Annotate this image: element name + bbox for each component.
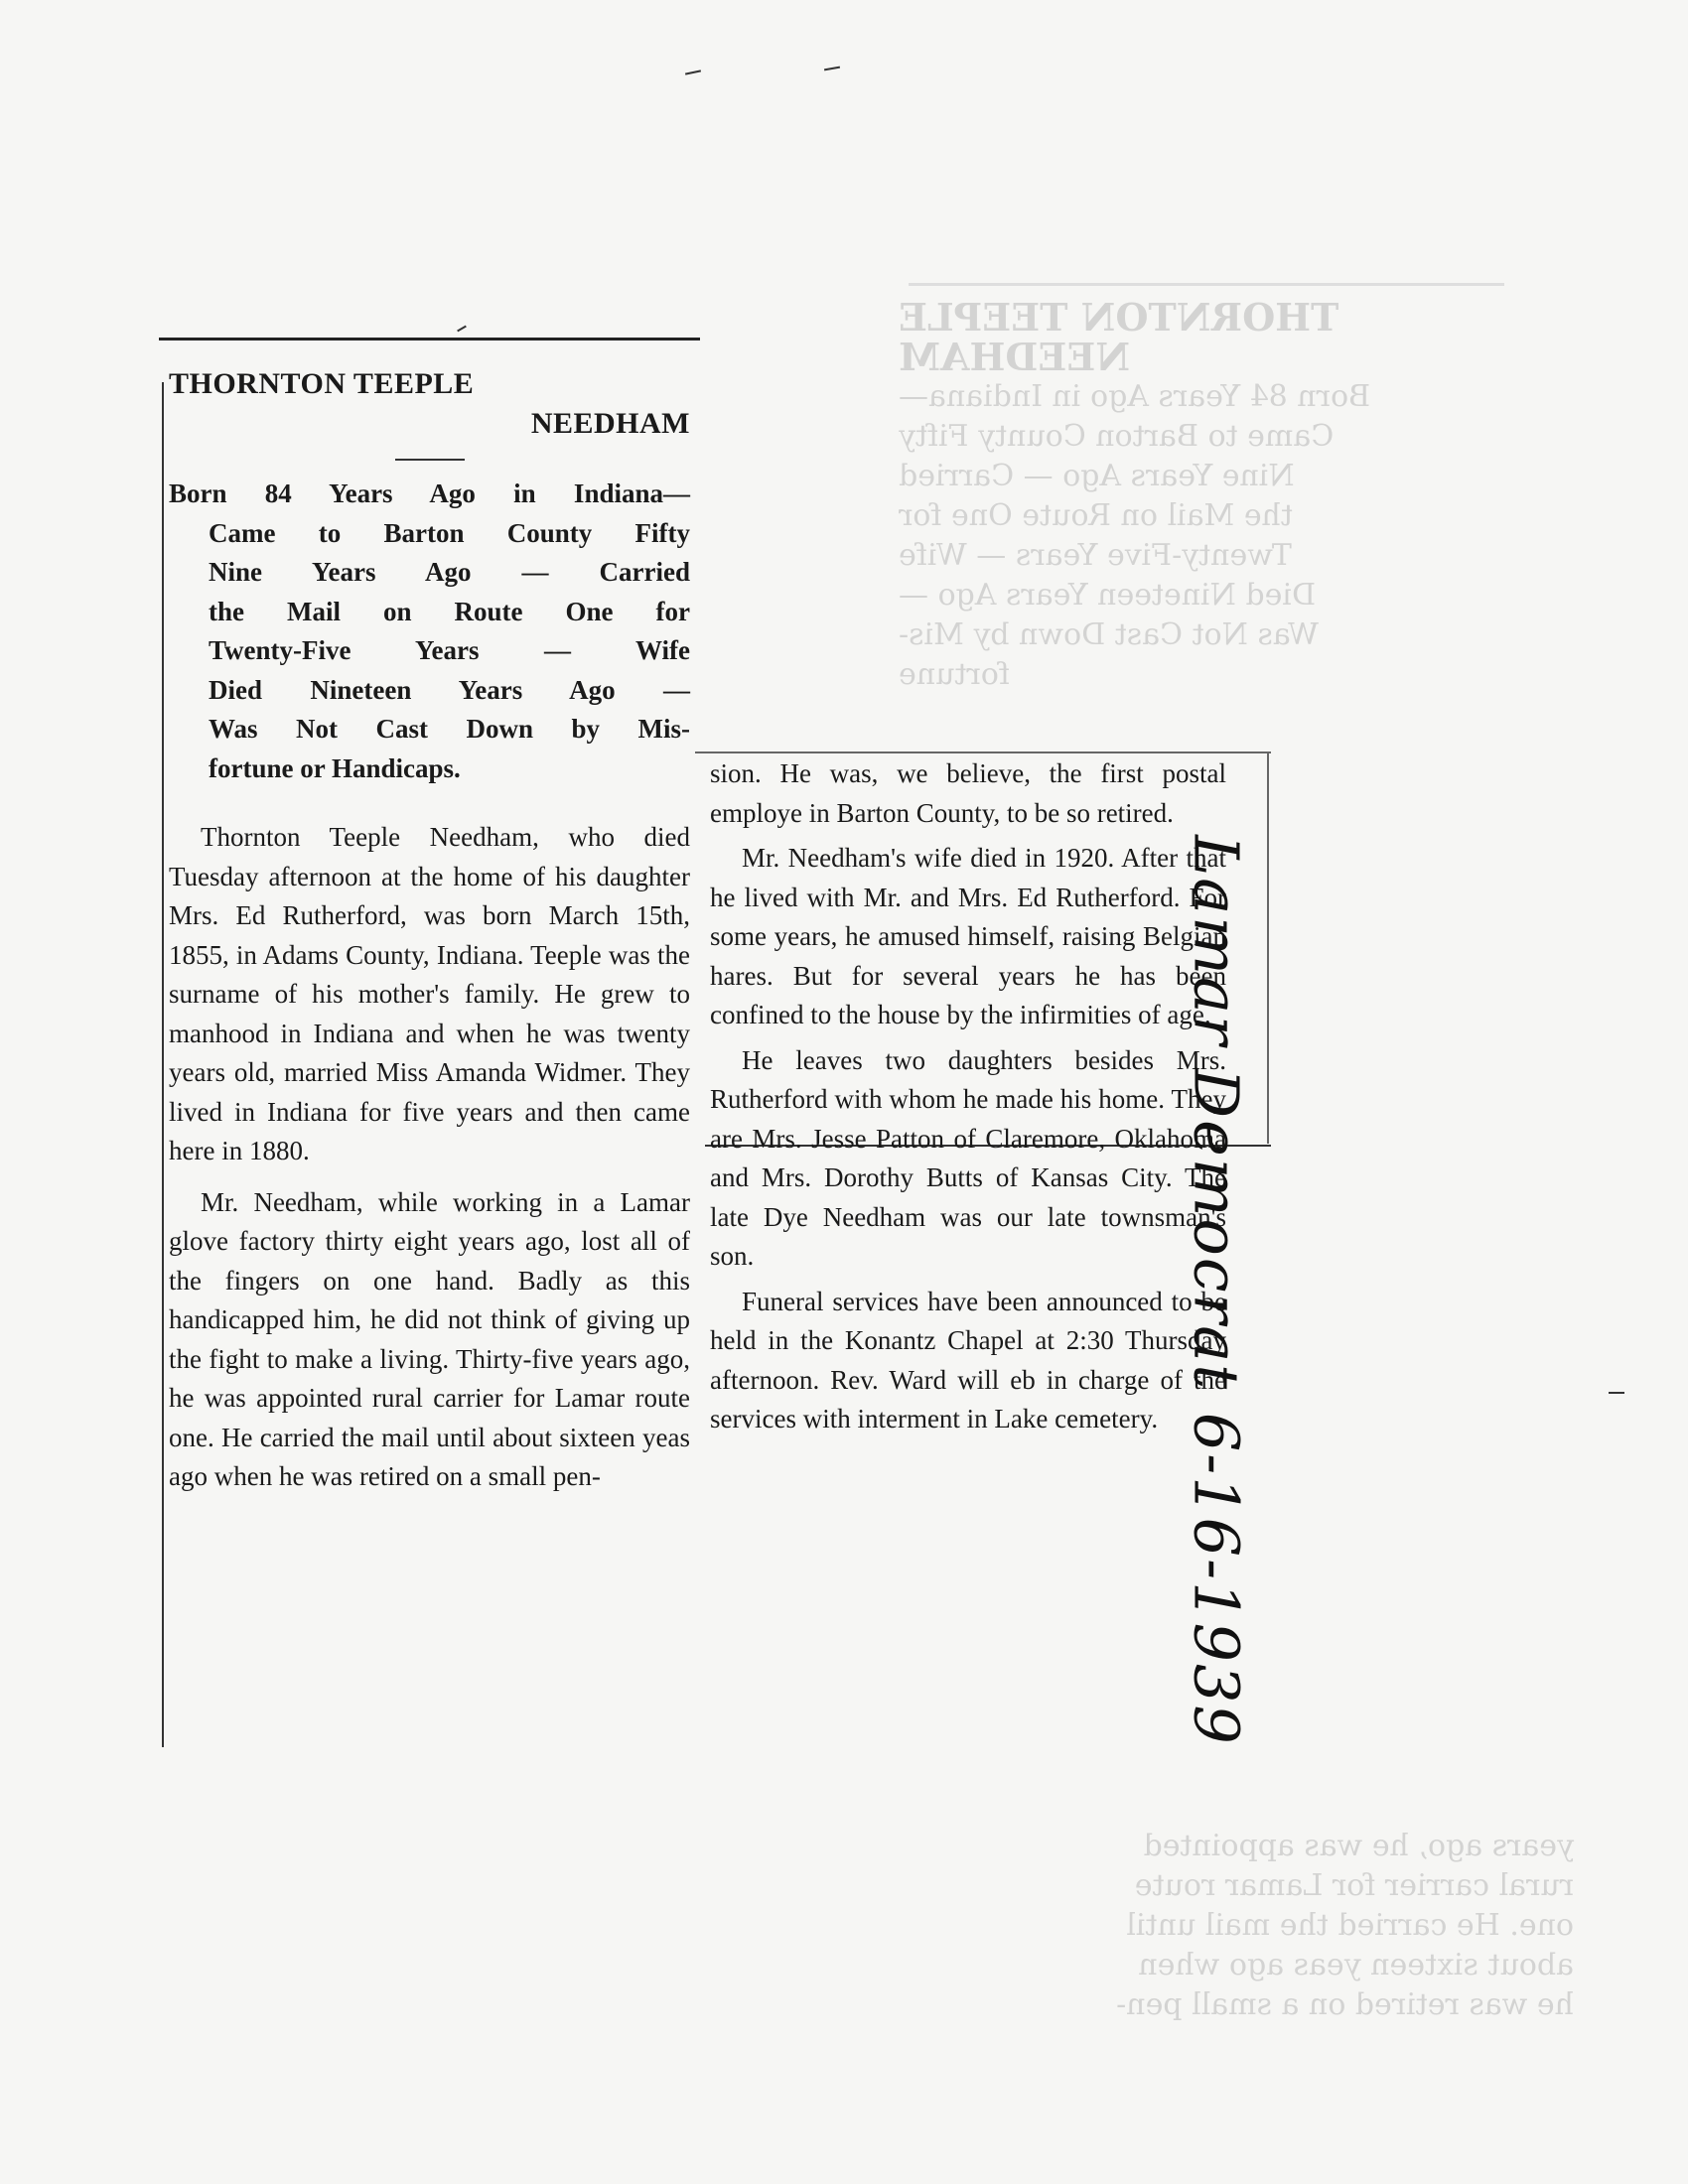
- paragraph: Thornton Teeple Needham, who died Tuesday afternoon at the home of his daughter Mrs. Ed Rutherford, was born March 15th, 1855, in Adams County, Indiana. Teeple was the surname of his mother's family. He grew to manhood in Indiana and when he was twenty years old, married Miss Amanda Widmer. They lived in Indiana for five years and then came here in 1880.: [169, 822, 690, 1165]
- clipping-column-2: [710, 754, 1226, 1439]
- subheadline-line: Was Not Cast Down by Mis-: [209, 714, 690, 744]
- subheadline-line: Born 84 Years Ago in Indiana—: [169, 478, 690, 508]
- paragraph: sion. He was, we believe, the first postal employe in Barton County, to be so retired.: [710, 758, 1226, 828]
- bleed-line: he was retired on a small pen-: [1116, 1987, 1574, 2022]
- bleed-line: one. He carried the mail until: [1126, 1908, 1574, 1943]
- bleed-line: Born 84 Years Ago in Indiana—: [899, 379, 1371, 414]
- clipping-column-1: [169, 367, 690, 1497]
- subheadline-line: fortune or Handicaps.: [209, 752, 461, 783]
- bleed-line: the Mail on Route One for: [899, 498, 1293, 533]
- bleed-through-rule: [909, 283, 1504, 286]
- bleed-line: Nine Years Ago — Carried: [899, 459, 1295, 493]
- column2-right-border: [1267, 751, 1269, 1144]
- subheadline-line: Came to Barton County Fifty: [209, 517, 690, 548]
- scan-mark: [1609, 1392, 1624, 1394]
- bleed-through-bottom: [899, 1827, 1574, 2025]
- spacer: [169, 1171, 690, 1183]
- bleed-line: NEEDHAM: [899, 335, 1131, 379]
- bleed-line: about sixteen yeas ago when: [1138, 1948, 1574, 1982]
- paragraph: He leaves two daughters besides Mrs. Rutherford with whom he made his home. They are Mrs. Jesse Patton of Claremore, Oklahoma and Mrs. Dorothy Butts of Kansas City. The late Dye Needham was our late townsman's son.: [710, 1044, 1226, 1271]
- handwritten-source-note: Lamar Democrat 6-16-1939: [1180, 835, 1253, 1746]
- column2-top-border: [695, 751, 1271, 753]
- subheadline: [169, 475, 690, 788]
- bleed-line: Twenty-Five Years — Wife: [899, 538, 1292, 573]
- bleed-line: Came to Barton County Fifty: [899, 419, 1335, 454]
- headline-line-2: NEEDHAM: [530, 407, 690, 440]
- scan-mark: [457, 326, 467, 333]
- subheadline-line: Died Nineteen Years Ago —: [209, 674, 690, 705]
- headline-line-1: THORNTON TEEPLE: [169, 367, 475, 400]
- paragraph: Funeral services have been announced to be held in the Konantz Chapel at 2:30 Thursday afternoon. Rev. Ward will eb in charge of the services with interment in Lake cemetery.: [710, 1286, 1226, 1433]
- headline-divider: [395, 459, 465, 461]
- bleed-through-top: [899, 295, 1514, 695]
- spacer: [169, 788, 690, 818]
- scan-mark: [685, 69, 701, 74]
- paragraph: Mr. Needham, while working in a Lamar glove factory thirty eight years ago, lost all of the fingers on one hand. Badly as this handicapped him, he did not think of giving up the fight to make a living. Thirty-five years ago, he was appointed rural carrier for Lamar route one. He carried the mail until about sixteen yeas ago when he was retired on a small pen-: [169, 1186, 690, 1491]
- column2-body: [710, 754, 1226, 1439]
- bleed-line: Died Nineteen Years Ago —: [899, 578, 1317, 613]
- subheadline-line: the Mail on Route One for: [209, 596, 690, 626]
- subheadline-line: Nine Years Ago — Carried: [209, 557, 690, 587]
- bleed-line: fortune: [899, 657, 1010, 692]
- column1-top-rule: [159, 338, 700, 341]
- bleed-line: years ago, he was appointed: [1143, 1829, 1574, 1863]
- paragraph: Mr. Needham's wife died in 1920. After that he lived with Mr. and Mrs. Ed Rutherford. For some years, he amused himself, raising Belgian hares. But for several years he has been confined to the house by the infirmities of age.: [710, 843, 1226, 1029]
- column1-body: [169, 818, 690, 1497]
- bleed-line: Was Not Cast Down by Mis-: [899, 617, 1319, 652]
- scan-mark: [824, 67, 840, 71]
- bleed-line: rural carrier for Lamar route: [1134, 1868, 1574, 1903]
- subheadline-line: Twenty-Five Years — Wife: [209, 635, 690, 665]
- bleed-line: THORNTON TEEPLE: [899, 295, 1339, 340]
